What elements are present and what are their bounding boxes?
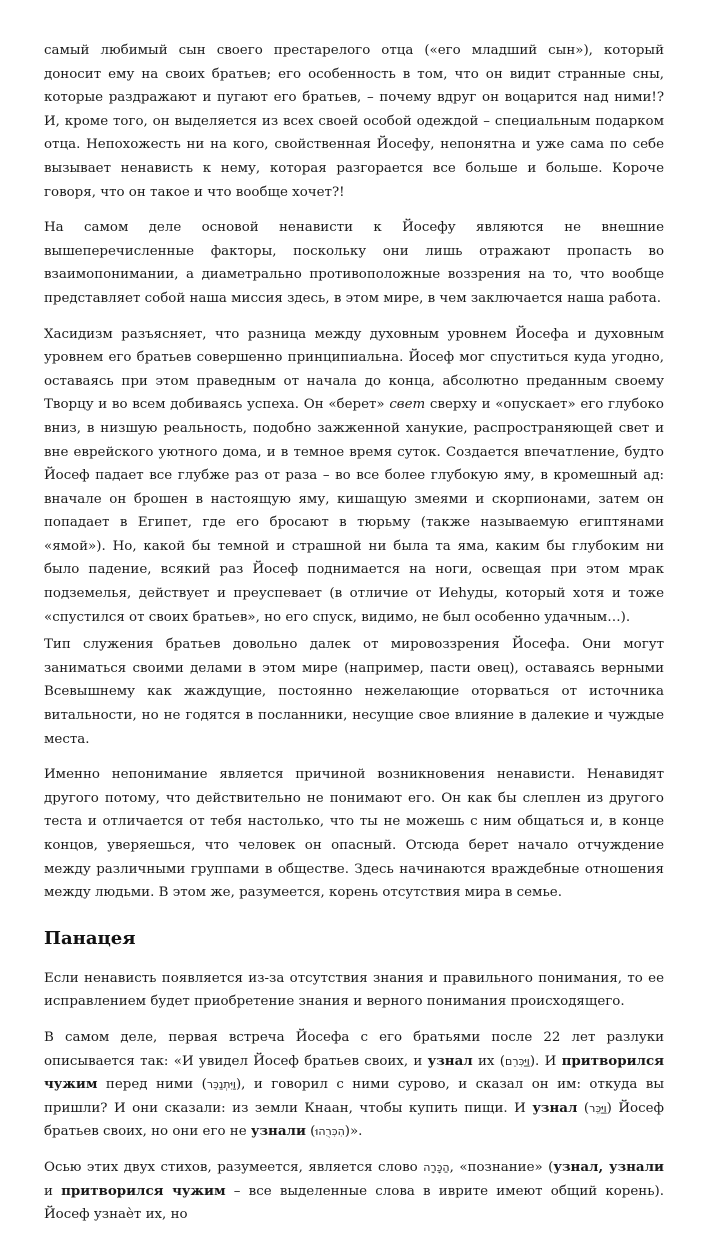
bold-term: узнал, узнали xyxy=(553,1158,664,1175)
paragraph-text: сверху и «опускает» его глубоко вниз, в низшую реальность, подобно зажженной ханукие, распространяющей свет и вне еврейского уютного дома, и в темное время суток. Создается впечатление, будто Йосеф падает все глубже раз от раза – во все более глубокую яму, в кромешный ад: вначале он брошен в настоящую яму, кишащую змеями и скорпионами, затем он попадает в Египет, где его бросают в тюрьму (также называемую египтянами «ямой»). Но, какой бы темной и страшной ни была та яма, каким бы глубоким ни было падение, всякий раз Йосеф поднимается на ноги, освещая при этом мрак подземелья, действует и преуспевает (в отличие от Иеһуды, который хотя и тоже «спустился от своих братьев», но его спуск, видимо, не был особенно удачным…). xyxy=(44,397,664,625)
text: ) Йосеф братьев своих, но они его не xyxy=(44,1100,664,1140)
italic-term: свет xyxy=(389,397,426,413)
text: ). И xyxy=(529,1053,562,1069)
hebrew-word: וַיִּתְנַכֵּר xyxy=(206,1078,236,1092)
paragraph-quote xyxy=(44,1026,664,1144)
paragraph xyxy=(44,1156,664,1227)
bold-term: узнал xyxy=(532,1099,578,1116)
text: Осью этих двух стихов, разумеется, является слово xyxy=(44,1159,424,1175)
paragraph: Если ненависть появляется из-за отсутствия знания и правильного понимания, то ее исправлением будет приобретение знания и верного понимания происходящего. xyxy=(44,970,664,1010)
hebrew-word: הִכִּרֻהוּ xyxy=(315,1125,345,1139)
text: ), и говорил с ними сурово, и сказал он им: откуда вы пришли? И они сказали: из земли Кнаан, чтобы купить пищи. И xyxy=(44,1077,664,1116)
bold-term: притворился чужим xyxy=(61,1182,226,1199)
paragraph-text: Хасидизм разъясняет, что разница между духовным уровнем Йосефа и духовным уровнем его братьев совершенно принципиальна. Йосеф мог спуститься куда угодно, оставаясь при этом праведным от начала до конца, абсолютно преданным своему Творцу и во всем добиваясь успеха. Он «берет» xyxy=(44,326,664,413)
paragraph: Тип служения братьев довольно далек от мировоззрения Йосефа. Они могут заниматься своими делами в этом мире (например, пасти овец), оставаясь верными Всевышнему как жаждущие, постоянно нежелающие оторваться от источника витальности, но не годятся в посланники, несущие свое влияние в далекие и чуждые места. xyxy=(44,637,664,747)
hebrew-word: וַיַּכִּרֵם xyxy=(505,1054,530,1068)
text: )». xyxy=(344,1124,363,1140)
hebrew-word: הַכָּרָה xyxy=(423,1160,450,1174)
document-page xyxy=(44,39,664,1239)
paragraph: Именно непонимание является причиной возникновения ненависти. Ненавидят другого потому, что действительно не понимают его. Он как бы слеплен из другого теста и отличается от тебя настолько, что ты не можешь с ним общаться и, в конце концов, уверяешься, что человек он опасный. Отсюда берет начало отчуждение между различными группами в обществе. Здесь начинаются враждебные отношения между людьми. В этом же, разумеется, корень отсутствия мира в семье. xyxy=(44,767,664,901)
text: – все выделенные слова в иврите имеют общий корень). Йосеф узнаѐт их, но xyxy=(44,1183,664,1223)
paragraph xyxy=(44,323,664,630)
text: , «познание» ( xyxy=(449,1159,554,1175)
text: их ( xyxy=(472,1053,506,1069)
bold-term: узнал xyxy=(427,1052,473,1069)
text: ( xyxy=(305,1124,316,1140)
text: ( xyxy=(577,1100,590,1116)
bold-term: притворился чужим xyxy=(44,1052,665,1093)
text: и xyxy=(44,1183,62,1199)
text: перед ними ( xyxy=(97,1077,207,1093)
paragraph: На самом деле основой ненависти к Йосефу являются не внешние вышеперечисленные факторы, поскольку они лишь отражают пропасть во взаимопонимании, а диаметрально противоположные воззрения на то, что вообще представляет собой наша миссия здесь, в этом мире, в чем заключается наша работа. xyxy=(44,220,664,306)
text: В самом деле, первая встреча Йосефа с его братьями после 22 лет разлуки описывается так: «И увидел Йосеф братьев своих, и xyxy=(44,1029,664,1069)
bold-term: узнали xyxy=(250,1123,306,1140)
section-heading: Панацея xyxy=(44,927,136,949)
paragraph: самый любимый сын своего престарелого отца («его младший сын»), который доносит ему на своих братьев; его особенность в том, что он видит странные сны, которые раздражают и пугают его братьев, – почему вдруг он воцарится над ними!? И, кроме того, он выделяется из всех своей особой одеждой – специальным подарком отца. Непохожесть ни на кого, свойственная Йосефу, непонятна и уже сама по себе вызывает ненависть к нему, которая разгорается все больше и больше. Короче говоря, что он такое и что вообще хочет?! xyxy=(44,43,664,200)
hebrew-word: וַיַּכֵּר xyxy=(589,1101,607,1115)
